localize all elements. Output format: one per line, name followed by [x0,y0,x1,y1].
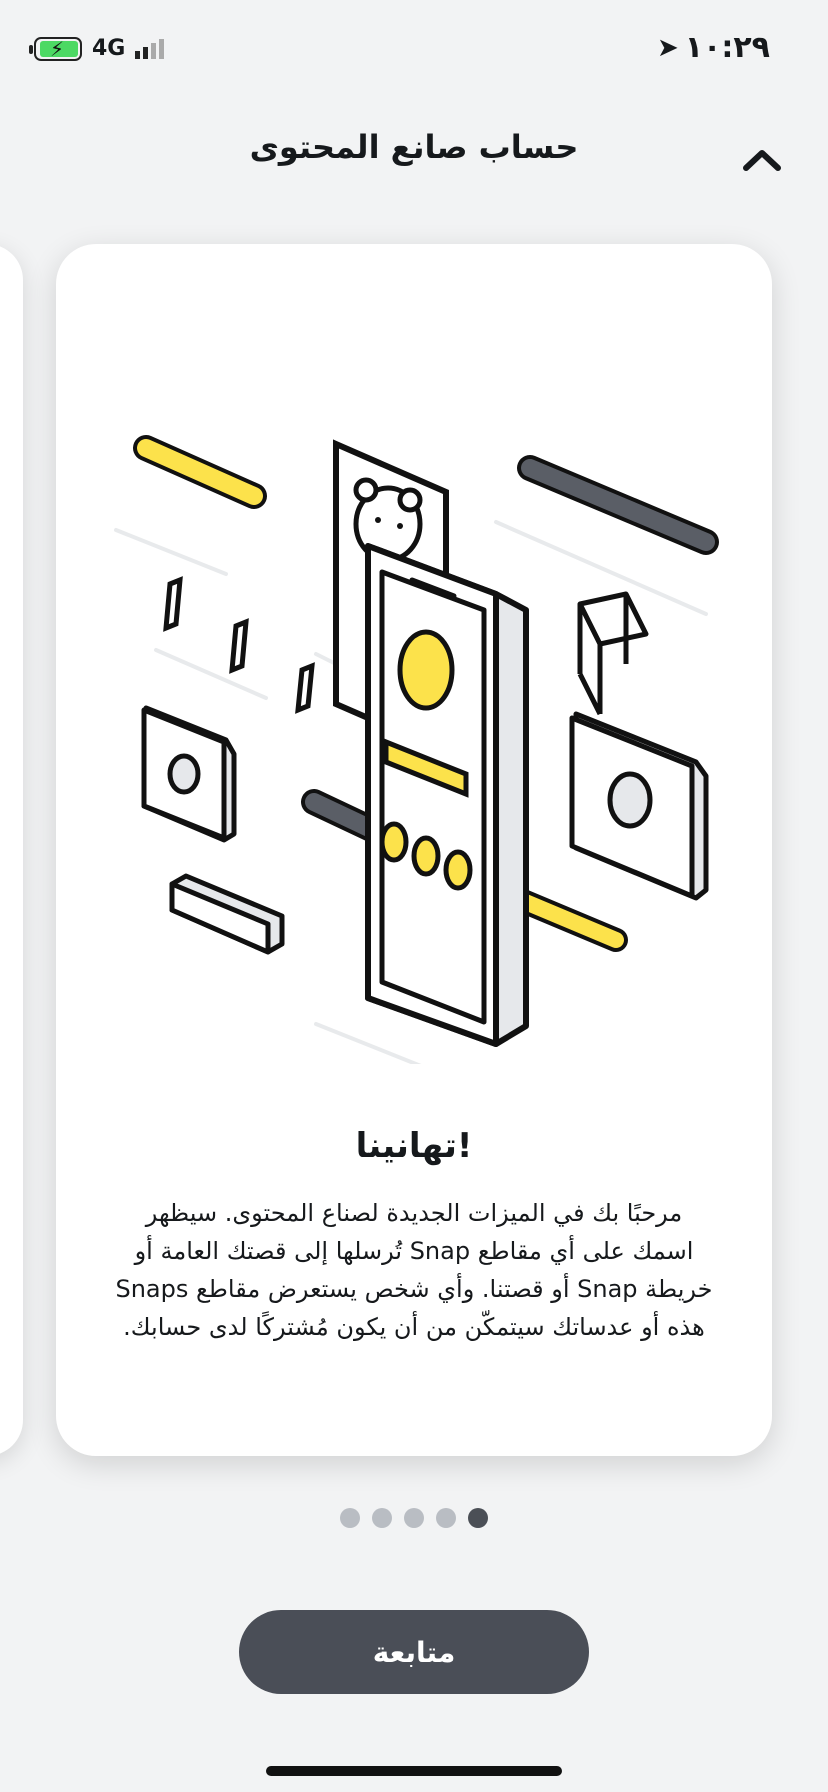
network-type: 4G [92,36,126,61]
collapse-button[interactable] [740,140,784,180]
pagination-dot[interactable] [436,1508,456,1528]
pagination-dot-active[interactable] [468,1508,488,1528]
home-indicator[interactable] [266,1766,562,1776]
page-title: حساب صانع المحتوى [249,128,579,166]
creator-phone-illustration [56,404,772,1064]
location-arrow-icon: ➤ [656,32,679,63]
status-time: ١٠:٢٩ [684,30,770,65]
status-bar [0,0,828,100]
pagination-dot[interactable] [340,1508,360,1528]
pagination-dot[interactable] [404,1508,424,1528]
status-time-group [657,30,770,65]
card-title: تهانينا! [355,1126,473,1166]
previous-card-peek[interactable] [0,244,23,1456]
card-body: مرحبًا بك في الميزات الجديدة لصناع المحتوى. سيظهر اسمك على أي مقاطع Snap تُرسلها إلى قصتك العامة أو خريطة Snap أو قصتنا. وأي شخص يستعرض مقاطع Snaps هذه أو عدساتك سيتمكّن من أن يكون مُشتركًا لدى حسابك. [115,1199,713,1341]
pagination-dot[interactable] [372,1508,392,1528]
pagination-dots [0,1508,828,1528]
continue-button[interactable]: متابعة [239,1610,589,1694]
onboarding-card [56,244,772,1456]
signal-icon [135,39,164,59]
battery-charging-icon: ⚡ [34,37,82,61]
status-left [34,36,164,61]
chevron-up-icon [742,148,782,172]
